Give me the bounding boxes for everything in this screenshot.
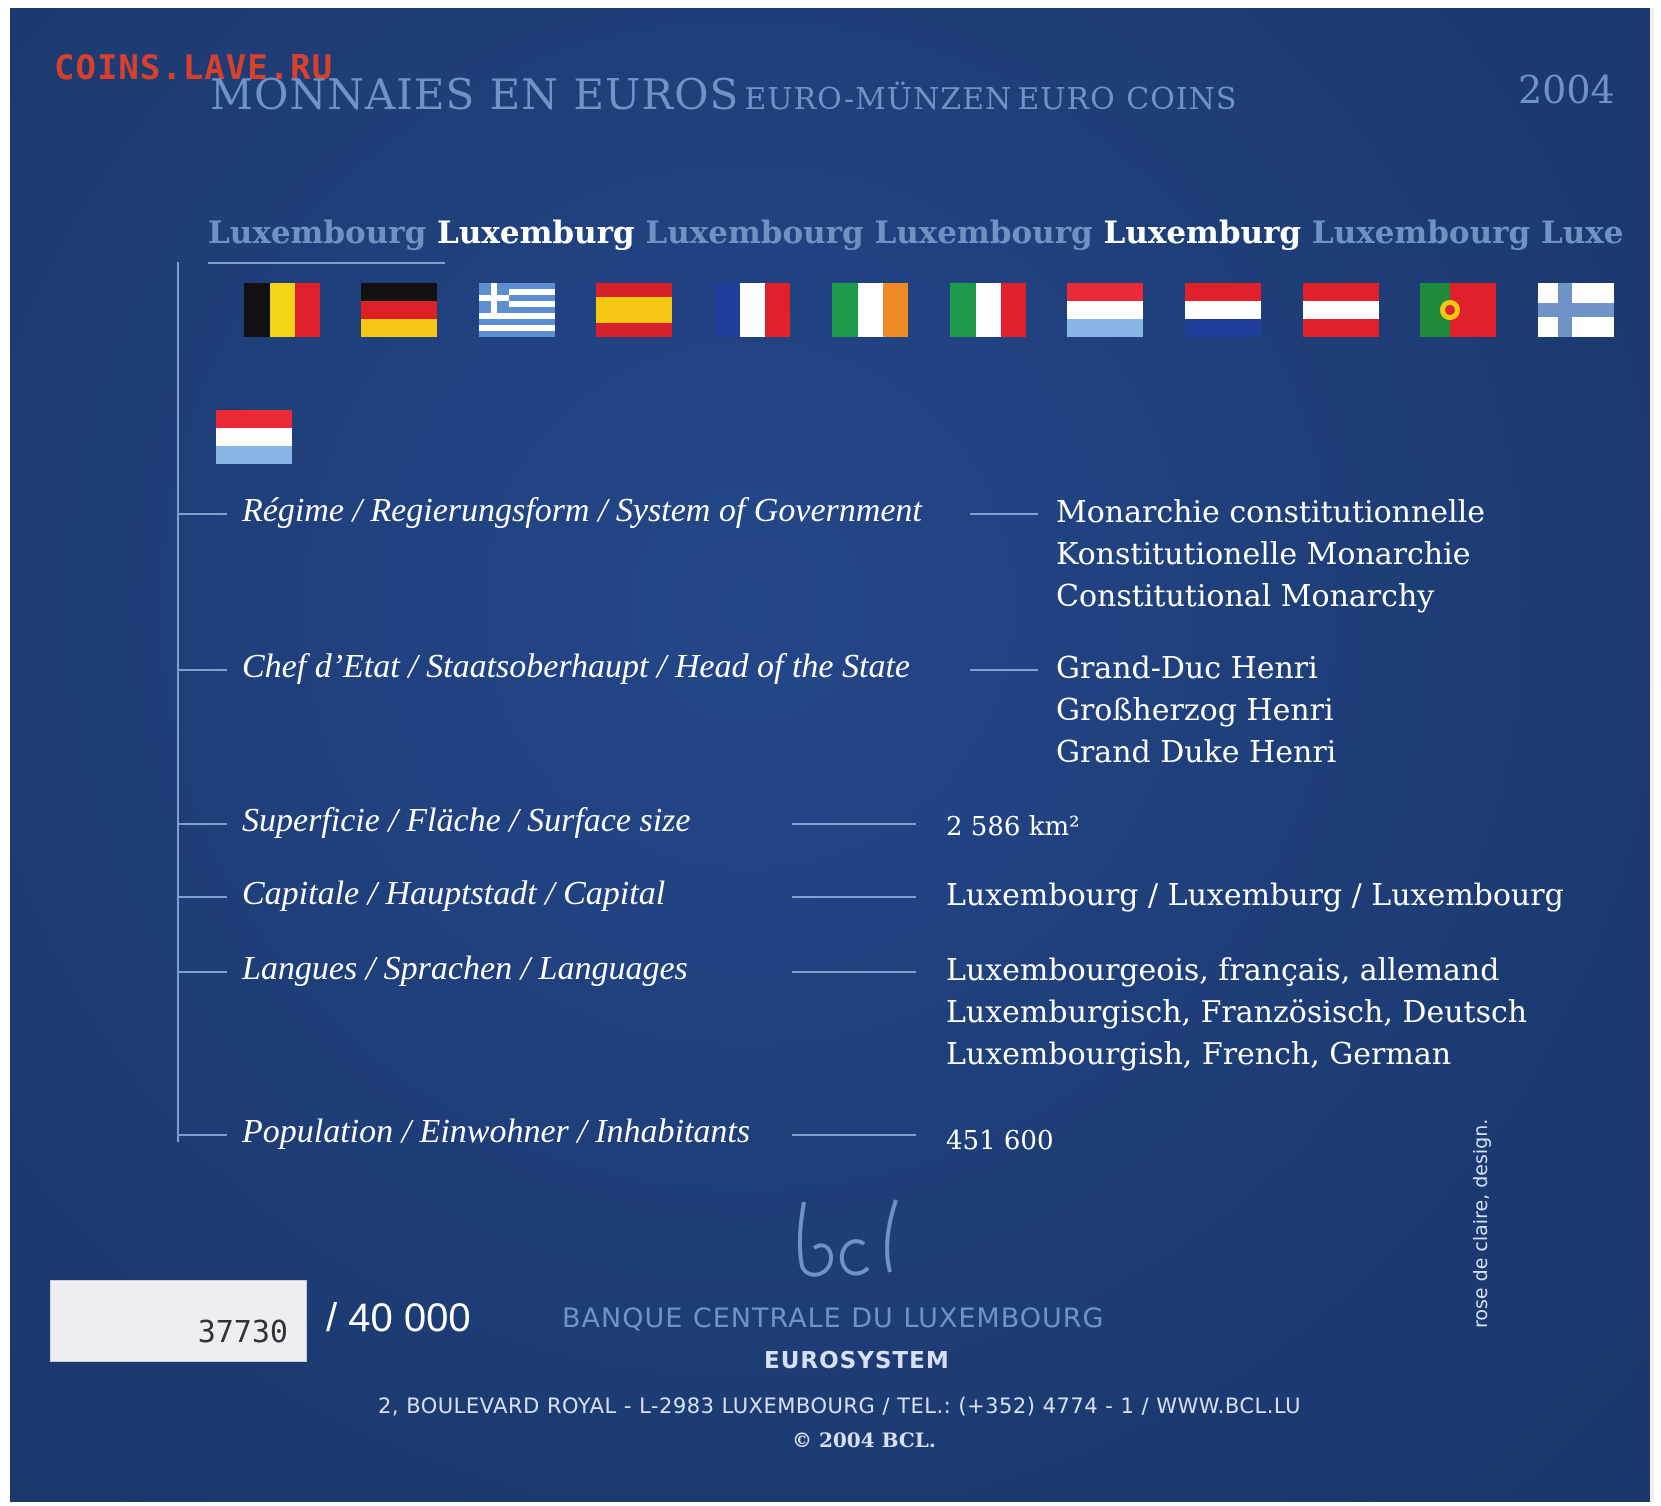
fact-values bbox=[946, 950, 1527, 1076]
fact-value: Großherzog Henri bbox=[1056, 693, 1334, 728]
fact-value: 2 586 km² bbox=[946, 812, 1080, 842]
row-leader-line bbox=[792, 971, 916, 973]
luxembourg-flag bbox=[1067, 283, 1143, 337]
fact-label: Capitale / Hauptstadt / Capital bbox=[242, 875, 666, 912]
fact-values bbox=[946, 806, 1080, 848]
row-connector bbox=[179, 1134, 227, 1136]
fact-values bbox=[946, 1120, 1054, 1162]
banner-item: Luxe bbox=[1540, 215, 1624, 251]
copyright-notice: © 2004 BCL. bbox=[792, 1428, 936, 1452]
row-connector bbox=[179, 513, 227, 515]
booklet-cover bbox=[10, 8, 1654, 1502]
fact-label: Chef d’Etat / Staatsoberhaupt / Head of the State bbox=[242, 648, 910, 685]
design-credit: rose de claire, design. bbox=[1470, 1118, 1492, 1328]
fact-value: Luxembourg / Luxemburg / Luxembourg bbox=[946, 878, 1564, 913]
fact-value: Grand Duke Henri bbox=[1056, 735, 1337, 770]
title-german: EURO-MÜNZEN bbox=[744, 82, 1013, 117]
watermark-text: COINS.LAVE.RU bbox=[54, 48, 334, 88]
row-connector bbox=[179, 823, 227, 825]
belgium-flag bbox=[244, 283, 320, 337]
banner-item: Luxemburg bbox=[1103, 215, 1302, 251]
france-flag bbox=[714, 283, 790, 337]
banner-item: Luxembourg bbox=[208, 215, 427, 251]
tree-connector-line bbox=[177, 262, 179, 1142]
fact-label: Langues / Sprachen / Languages bbox=[242, 950, 688, 987]
greece-flag bbox=[479, 283, 555, 337]
finland-flag bbox=[1538, 283, 1614, 337]
germany-flag bbox=[361, 283, 437, 337]
bank-address: 2, BOULEVARD ROYAL - L-2983 LUXEMBOURG / TEL.: (+352) 4774 - 1 / WWW.BCL.LU bbox=[378, 1394, 1301, 1418]
bank-name: BANQUE CENTRALE DU LUXEMBOURG bbox=[562, 1303, 1105, 1334]
banner-underline bbox=[208, 262, 445, 264]
bcl-logo bbox=[790, 1194, 910, 1284]
banner-item: Luxembourg bbox=[645, 215, 864, 251]
serial-number-sticker: 37730 bbox=[50, 1280, 307, 1362]
fact-label: Régime / Regierungsform / System of Government bbox=[242, 492, 922, 529]
row-leader-line bbox=[792, 823, 916, 825]
italy-flag bbox=[950, 283, 1026, 337]
title-english: EURO COINS bbox=[1017, 82, 1238, 117]
row-connector bbox=[179, 971, 227, 973]
spain-flag bbox=[596, 283, 672, 337]
austria-flag bbox=[1303, 283, 1379, 337]
row-leader-line bbox=[792, 896, 916, 898]
year-label: 2004 bbox=[1518, 68, 1615, 112]
fact-label: Population / Einwohner / Inhabitants bbox=[242, 1113, 751, 1150]
fact-value: 451 600 bbox=[946, 1126, 1054, 1156]
ireland-flag bbox=[832, 283, 908, 337]
fact-values bbox=[946, 875, 1564, 917]
mintage-total: / 40 000 bbox=[326, 1296, 471, 1340]
title-french: MONNAIES EN EUROS bbox=[210, 70, 740, 119]
banner-item: Luxemburg bbox=[437, 215, 635, 251]
banner-item: Luxembourg bbox=[874, 215, 1093, 251]
fact-value: Constitutional Monarchy bbox=[1056, 579, 1435, 614]
fact-value: Luxembourgish, French, German bbox=[946, 1037, 1452, 1072]
portugal-flag bbox=[1420, 283, 1496, 337]
fact-value: Luxembourgeois, français, allemand bbox=[946, 953, 1500, 988]
row-leader-line bbox=[970, 669, 1038, 671]
fact-value: Monarchie constitutionnelle bbox=[1056, 495, 1485, 530]
fact-label: Superficie / Fläche / Surface size bbox=[242, 802, 691, 839]
header-title bbox=[210, 70, 1237, 119]
row-connector bbox=[179, 896, 227, 898]
country-name-banner bbox=[208, 215, 1648, 251]
luxembourg-flag-selected bbox=[216, 410, 292, 464]
fact-values bbox=[1056, 492, 1485, 618]
row-leader-line bbox=[970, 513, 1038, 515]
fact-values bbox=[1056, 648, 1336, 774]
netherlands-flag bbox=[1185, 283, 1261, 337]
fact-value: Konstitutionelle Monarchie bbox=[1056, 537, 1471, 572]
row-connector bbox=[179, 669, 227, 671]
eurosystem-label: EUROSYSTEM bbox=[764, 1348, 950, 1374]
banner-item: Luxembourg bbox=[1311, 215, 1531, 251]
fact-value: Luxemburgisch, Französisch, Deutsch bbox=[946, 995, 1528, 1030]
row-leader-line bbox=[792, 1134, 916, 1136]
fact-value: Grand-Duc Henri bbox=[1056, 651, 1318, 686]
